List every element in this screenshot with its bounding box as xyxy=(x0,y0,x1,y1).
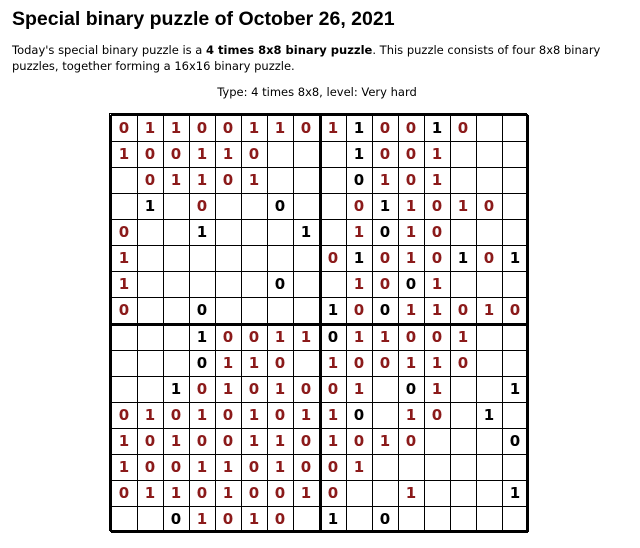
puzzle-cell-empty[interactable] xyxy=(450,376,476,402)
puzzle-cell[interactable]: 0 xyxy=(196,484,208,502)
puzzle-cell-empty[interactable] xyxy=(450,480,476,506)
puzzle-cell[interactable]: 0 xyxy=(379,119,391,137)
puzzle-cell-empty[interactable] xyxy=(137,324,163,350)
puzzle-cell[interactable]: 1 xyxy=(353,119,365,137)
puzzle-cell[interactable]: 1 xyxy=(327,432,339,450)
puzzle-cell-empty[interactable] xyxy=(137,350,163,376)
puzzle-cell[interactable]: 0 xyxy=(431,197,443,215)
puzzle-cell[interactable]: 1 xyxy=(144,119,156,137)
puzzle-cell[interactable]: 1 xyxy=(379,171,391,189)
puzzle-cell-empty[interactable] xyxy=(137,506,163,532)
puzzle-cell[interactable]: 1 xyxy=(300,223,312,241)
puzzle-cell[interactable]: 0 xyxy=(274,197,286,215)
puzzle-cell[interactable]: 1 xyxy=(353,249,365,267)
puzzle-cell[interactable]: 1 xyxy=(222,458,234,476)
puzzle-cell[interactable]: 1 xyxy=(144,197,156,215)
puzzle-cell[interactable]: 1 xyxy=(118,249,130,267)
puzzle-cell[interactable]: 0 xyxy=(170,510,182,528)
puzzle-cell[interactable]: 1 xyxy=(222,484,234,502)
puzzle-cell-empty[interactable] xyxy=(267,167,293,193)
puzzle-cell-empty[interactable] xyxy=(398,454,424,480)
puzzle-cell[interactable]: 0 xyxy=(222,510,234,528)
puzzle-cell[interactable]: 1 xyxy=(196,510,208,528)
puzzle-cell[interactable]: 1 xyxy=(405,301,417,319)
puzzle-cell-empty[interactable] xyxy=(241,297,267,323)
puzzle-cell[interactable]: 1 xyxy=(170,119,182,137)
puzzle-cell-empty[interactable] xyxy=(476,219,502,245)
puzzle-cell-empty[interactable] xyxy=(267,245,293,271)
puzzle-cell[interactable]: 0 xyxy=(483,197,495,215)
puzzle-cell[interactable]: 0 xyxy=(353,406,365,424)
puzzle-cell[interactable]: 0 xyxy=(274,484,286,502)
puzzle-cell[interactable]: 0 xyxy=(405,275,417,293)
puzzle-cell-empty[interactable] xyxy=(450,219,476,245)
puzzle-cell[interactable]: 0 xyxy=(457,354,469,372)
puzzle-cell[interactable]: 1 xyxy=(353,380,365,398)
puzzle-cell[interactable]: 0 xyxy=(248,458,260,476)
puzzle-cell-empty[interactable] xyxy=(163,245,189,271)
puzzle-cell[interactable]: 1 xyxy=(431,380,443,398)
puzzle-cell-empty[interactable] xyxy=(372,480,398,506)
puzzle-cell-empty[interactable] xyxy=(293,141,319,167)
puzzle-cell-empty[interactable] xyxy=(189,271,215,297)
puzzle-cell[interactable]: 0 xyxy=(248,328,260,346)
puzzle-cell-empty[interactable] xyxy=(163,324,189,350)
puzzle-cell-empty[interactable] xyxy=(476,454,502,480)
puzzle-cell-empty[interactable] xyxy=(320,141,346,167)
puzzle-cell[interactable]: 1 xyxy=(248,510,260,528)
puzzle-cell[interactable]: 0 xyxy=(457,119,469,137)
puzzle-cell-empty[interactable] xyxy=(450,506,476,532)
puzzle-cell[interactable]: 0 xyxy=(353,171,365,189)
puzzle-cell[interactable]: 1 xyxy=(327,119,339,137)
puzzle-cell[interactable]: 1 xyxy=(379,197,391,215)
puzzle-cell-empty[interactable] xyxy=(111,324,137,350)
puzzle-cell[interactable]: 0 xyxy=(196,197,208,215)
puzzle-cell[interactable]: 0 xyxy=(405,119,417,137)
puzzle-cell-empty[interactable] xyxy=(293,271,319,297)
puzzle-cell-empty[interactable] xyxy=(372,454,398,480)
puzzle-cell[interactable]: 1 xyxy=(300,406,312,424)
puzzle-cell-empty[interactable] xyxy=(293,297,319,323)
puzzle-cell[interactable]: 0 xyxy=(144,171,156,189)
puzzle-cell[interactable]: 0 xyxy=(509,432,521,450)
puzzle-cell[interactable]: 1 xyxy=(405,223,417,241)
puzzle-cell-empty[interactable] xyxy=(320,271,346,297)
puzzle-cell[interactable]: 0 xyxy=(196,119,208,137)
puzzle-cell[interactable]: 0 xyxy=(274,406,286,424)
puzzle-cell[interactable]: 0 xyxy=(274,510,286,528)
puzzle-cell[interactable]: 1 xyxy=(118,275,130,293)
puzzle-cell-empty[interactable] xyxy=(293,350,319,376)
puzzle-cell[interactable]: 1 xyxy=(327,406,339,424)
puzzle-cell[interactable]: 0 xyxy=(379,145,391,163)
puzzle-cell[interactable]: 1 xyxy=(405,354,417,372)
puzzle-cell[interactable]: 0 xyxy=(222,119,234,137)
puzzle-cell[interactable]: 1 xyxy=(353,223,365,241)
puzzle-cell-empty[interactable] xyxy=(424,428,450,454)
puzzle-cell[interactable]: 0 xyxy=(118,484,130,502)
puzzle-cell[interactable]: 1 xyxy=(353,328,365,346)
puzzle-cell[interactable]: 0 xyxy=(379,354,391,372)
puzzle-cell-empty[interactable] xyxy=(293,506,319,532)
puzzle-cell-empty[interactable] xyxy=(215,193,241,219)
puzzle-cell[interactable]: 1 xyxy=(327,301,339,319)
puzzle-cell-empty[interactable] xyxy=(346,480,372,506)
puzzle-cell[interactable]: 0 xyxy=(405,432,417,450)
puzzle-cell[interactable]: 0 xyxy=(379,249,391,267)
puzzle-cell[interactable]: 0 xyxy=(353,197,365,215)
puzzle-cell-empty[interactable] xyxy=(320,219,346,245)
puzzle-cell[interactable]: 1 xyxy=(248,354,260,372)
puzzle-cell-empty[interactable] xyxy=(502,167,528,193)
puzzle-cell[interactable]: 0 xyxy=(457,301,469,319)
puzzle-cell-empty[interactable] xyxy=(215,271,241,297)
puzzle-cell-empty[interactable] xyxy=(111,167,137,193)
puzzle-cell[interactable]: 1 xyxy=(222,145,234,163)
intro-text-start: Today's special binary puzzle is a xyxy=(12,43,207,57)
puzzle-cell[interactable]: 1 xyxy=(431,301,443,319)
puzzle-cell[interactable]: 0 xyxy=(405,380,417,398)
puzzle-cell[interactable]: 1 xyxy=(118,458,130,476)
puzzle-cell[interactable]: 1 xyxy=(431,354,443,372)
puzzle-cell-empty[interactable] xyxy=(502,402,528,428)
puzzle-cell-empty[interactable] xyxy=(476,376,502,402)
puzzle-cell[interactable]: 1 xyxy=(274,380,286,398)
puzzle-cell[interactable]: 0 xyxy=(379,510,391,528)
puzzle-cell-empty[interactable] xyxy=(502,454,528,480)
puzzle-cell[interactable]: 0 xyxy=(196,301,208,319)
puzzle-cell[interactable]: 0 xyxy=(118,119,130,137)
puzzle-cell-empty[interactable] xyxy=(163,350,189,376)
puzzle-cell-empty[interactable] xyxy=(215,219,241,245)
puzzle-cell[interactable]: 0 xyxy=(300,432,312,450)
puzzle-cell[interactable]: 0 xyxy=(170,458,182,476)
puzzle-cell-empty[interactable] xyxy=(502,324,528,350)
puzzle-cell[interactable]: 0 xyxy=(405,145,417,163)
puzzle-cell[interactable]: 1 xyxy=(457,249,469,267)
puzzle-cell[interactable]: 0 xyxy=(196,380,208,398)
puzzle-cell[interactable]: 0 xyxy=(196,432,208,450)
puzzle-cell[interactable]: 1 xyxy=(196,171,208,189)
puzzle-cell-empty[interactable] xyxy=(215,297,241,323)
puzzle-cell[interactable]: 1 xyxy=(196,328,208,346)
puzzle-cell-empty[interactable] xyxy=(450,141,476,167)
puzzle-cell[interactable]: 0 xyxy=(170,406,182,424)
puzzle-cell-empty[interactable] xyxy=(502,350,528,376)
puzzle-cell[interactable]: 1 xyxy=(431,145,443,163)
puzzle-cell[interactable]: 0 xyxy=(196,354,208,372)
puzzle-cell-empty[interactable] xyxy=(502,115,528,141)
puzzle-cell-empty[interactable] xyxy=(137,245,163,271)
puzzle-cell-empty[interactable] xyxy=(241,219,267,245)
puzzle-cell-empty[interactable] xyxy=(476,115,502,141)
puzzle-cell-empty[interactable] xyxy=(320,167,346,193)
puzzle-cell-empty[interactable] xyxy=(424,480,450,506)
puzzle-cell-empty[interactable] xyxy=(346,506,372,532)
puzzle-cell[interactable]: 0 xyxy=(405,328,417,346)
puzzle-cell[interactable]: 1 xyxy=(196,223,208,241)
puzzle-cell[interactable]: 1 xyxy=(196,145,208,163)
puzzle-cell-empty[interactable] xyxy=(424,454,450,480)
puzzle-cell[interactable]: 1 xyxy=(509,249,521,267)
puzzle-cell[interactable]: 1 xyxy=(274,432,286,450)
puzzle-cell-empty[interactable] xyxy=(502,219,528,245)
puzzle-cell[interactable]: 1 xyxy=(196,406,208,424)
puzzle-cell[interactable]: 0 xyxy=(353,301,365,319)
puzzle-cell[interactable]: 1 xyxy=(457,328,469,346)
puzzle-cell-empty[interactable] xyxy=(137,271,163,297)
puzzle-cell-empty[interactable] xyxy=(215,245,241,271)
puzzle-cell-empty[interactable] xyxy=(241,193,267,219)
puzzle-cell-empty[interactable] xyxy=(502,193,528,219)
puzzle-cell[interactable]: 1 xyxy=(274,119,286,137)
puzzle-cell[interactable]: 1 xyxy=(300,328,312,346)
puzzle-cell-empty[interactable] xyxy=(450,167,476,193)
puzzle-cell[interactable]: 0 xyxy=(300,119,312,137)
puzzle-cell[interactable]: 0 xyxy=(405,171,417,189)
puzzle-cell-empty[interactable] xyxy=(111,506,137,532)
puzzle-cell[interactable]: 0 xyxy=(274,354,286,372)
puzzle-cell[interactable]: 1 xyxy=(431,275,443,293)
puzzle-cell-empty[interactable] xyxy=(163,297,189,323)
puzzle-cell[interactable]: 1 xyxy=(405,249,417,267)
puzzle-cell[interactable]: 0 xyxy=(144,458,156,476)
puzzle-cell-empty[interactable] xyxy=(476,506,502,532)
puzzle-cell[interactable]: 0 xyxy=(431,406,443,424)
puzzle-cell-empty[interactable] xyxy=(189,245,215,271)
puzzle-cell-empty[interactable] xyxy=(502,506,528,532)
puzzle-cell-empty[interactable] xyxy=(111,193,137,219)
puzzle-cell[interactable]: 1 xyxy=(300,484,312,502)
puzzle-cell[interactable]: 0 xyxy=(509,301,521,319)
puzzle-cell[interactable]: 0 xyxy=(483,249,495,267)
puzzle-cell[interactable]: 1 xyxy=(405,406,417,424)
intro-text-end: . This puzzle consists of four 8x8 binary puzzles, together forming a 16x16 binary puzzle. xyxy=(12,43,601,73)
puzzle-cell-empty[interactable] xyxy=(267,219,293,245)
puzzle-cell-empty[interactable] xyxy=(267,297,293,323)
puzzle-cell-empty[interactable] xyxy=(476,167,502,193)
puzzle-cell[interactable]: 1 xyxy=(457,197,469,215)
puzzle-cell-empty[interactable] xyxy=(398,506,424,532)
puzzle-cell-empty[interactable] xyxy=(293,245,319,271)
puzzle-cell[interactable]: 0 xyxy=(327,249,339,267)
puzzle-cell[interactable]: 1 xyxy=(379,328,391,346)
puzzle-cell[interactable]: 0 xyxy=(327,380,339,398)
puzzle-cell[interactable]: 0 xyxy=(431,223,443,241)
puzzle-cell[interactable]: 1 xyxy=(170,432,182,450)
puzzle-cell[interactable]: 1 xyxy=(405,197,417,215)
puzzle-cell-empty[interactable] xyxy=(163,219,189,245)
puzzle-cell[interactable]: 0 xyxy=(248,145,260,163)
puzzle-cell-empty[interactable] xyxy=(293,193,319,219)
puzzle-cell[interactable]: 1 xyxy=(144,406,156,424)
puzzle-cell[interactable]: 0 xyxy=(118,406,130,424)
puzzle-cell[interactable]: 1 xyxy=(431,119,443,137)
puzzle-cell[interactable]: 0 xyxy=(300,380,312,398)
puzzle-cell-empty[interactable] xyxy=(476,428,502,454)
puzzle-cell[interactable]: 0 xyxy=(353,354,365,372)
puzzle-cell[interactable]: 1 xyxy=(274,328,286,346)
puzzle-cell[interactable]: 1 xyxy=(118,432,130,450)
puzzle-cell[interactable]: 0 xyxy=(274,275,286,293)
puzzle-cell[interactable]: 1 xyxy=(144,484,156,502)
puzzle-cell[interactable]: 1 xyxy=(483,301,495,319)
puzzle-cell[interactable]: 1 xyxy=(405,484,417,502)
puzzle-cell-empty[interactable] xyxy=(320,193,346,219)
puzzle-cell[interactable]: 0 xyxy=(327,328,339,346)
puzzle-cell-empty[interactable] xyxy=(476,324,502,350)
puzzle-cell-empty[interactable] xyxy=(111,350,137,376)
puzzle-cell-empty[interactable] xyxy=(137,219,163,245)
puzzle-cell[interactable]: 1 xyxy=(353,458,365,476)
puzzle-cell[interactable]: 0 xyxy=(222,406,234,424)
puzzle-type-level: Type: 4 times 8x8, level: Very hard xyxy=(217,85,417,99)
puzzle-cell-empty[interactable] xyxy=(476,141,502,167)
puzzle-cell[interactable]: 1 xyxy=(170,380,182,398)
puzzle-cell-empty[interactable] xyxy=(476,480,502,506)
puzzle-cell[interactable]: 1 xyxy=(248,432,260,450)
puzzle-cell[interactable]: 0 xyxy=(327,458,339,476)
puzzle-cell[interactable]: 1 xyxy=(431,171,443,189)
puzzle-cell[interactable]: 1 xyxy=(248,171,260,189)
puzzle-cell-empty[interactable] xyxy=(111,376,137,402)
puzzle-cell-empty[interactable] xyxy=(502,141,528,167)
puzzle-cell-empty[interactable] xyxy=(372,376,398,402)
puzzle-cell[interactable]: 1 xyxy=(327,510,339,528)
puzzle-cell[interactable]: 0 xyxy=(327,484,339,502)
puzzle-cell[interactable]: 1 xyxy=(509,380,521,398)
puzzle-description xyxy=(12,42,632,74)
puzzle-cell-empty[interactable] xyxy=(163,271,189,297)
page-title: Special binary puzzle of October 26, 2021 xyxy=(12,8,395,30)
puzzle-cell-empty[interactable] xyxy=(241,271,267,297)
binary-puzzle-board xyxy=(109,113,527,531)
puzzle-cell[interactable]: 1 xyxy=(274,458,286,476)
puzzle-cell-empty[interactable] xyxy=(267,141,293,167)
puzzle-cell[interactable]: 0 xyxy=(222,171,234,189)
puzzle-cell-empty[interactable] xyxy=(163,193,189,219)
puzzle-cell[interactable]: 1 xyxy=(170,484,182,502)
puzzle-cell[interactable]: 0 xyxy=(353,432,365,450)
puzzle-cell[interactable]: 0 xyxy=(300,458,312,476)
puzzle-cell-empty[interactable] xyxy=(424,506,450,532)
puzzle-cell-empty[interactable] xyxy=(450,271,476,297)
puzzle-cell[interactable]: 1 xyxy=(248,406,260,424)
puzzle-cell[interactable]: 0 xyxy=(144,432,156,450)
puzzle-cell[interactable]: 1 xyxy=(353,145,365,163)
puzzle-cell[interactable]: 0 xyxy=(248,380,260,398)
puzzle-cell-empty[interactable] xyxy=(372,402,398,428)
puzzle-cell[interactable]: 0 xyxy=(431,328,443,346)
puzzle-cell[interactable]: 1 xyxy=(196,458,208,476)
puzzle-cell[interactable]: 0 xyxy=(222,328,234,346)
puzzle-cell[interactable]: 0 xyxy=(379,275,391,293)
puzzle-cell[interactable]: 0 xyxy=(379,301,391,319)
puzzle-cell[interactable]: 0 xyxy=(222,432,234,450)
puzzle-cell-empty[interactable] xyxy=(137,376,163,402)
puzzle-cell[interactable]: 1 xyxy=(118,145,130,163)
puzzle-cell[interactable]: 1 xyxy=(353,275,365,293)
puzzle-type-highlight: 4 times 8x8 binary puzzle xyxy=(206,43,373,57)
puzzle-cell-empty[interactable] xyxy=(502,271,528,297)
puzzle-cell-empty[interactable] xyxy=(137,297,163,323)
puzzle-cell[interactable]: 1 xyxy=(327,354,339,372)
puzzle-cell[interactable]: 1 xyxy=(509,484,521,502)
puzzle-cell-empty[interactable] xyxy=(241,245,267,271)
puzzle-cell[interactable]: 0 xyxy=(118,301,130,319)
puzzle-cell-empty[interactable] xyxy=(450,402,476,428)
puzzle-cell-empty[interactable] xyxy=(476,350,502,376)
puzzle-cell[interactable]: 0 xyxy=(144,145,156,163)
puzzle-cell[interactable]: 1 xyxy=(222,354,234,372)
puzzle-cell[interactable]: 1 xyxy=(248,119,260,137)
puzzle-cell[interactable]: 0 xyxy=(170,145,182,163)
puzzle-cell[interactable]: 0 xyxy=(379,223,391,241)
puzzle-cell[interactable]: 0 xyxy=(431,249,443,267)
puzzle-cell[interactable]: 1 xyxy=(222,380,234,398)
puzzle-cell[interactable]: 1 xyxy=(379,432,391,450)
puzzle-cell-empty[interactable] xyxy=(476,271,502,297)
puzzle-cell[interactable]: 1 xyxy=(483,406,495,424)
puzzle-cell[interactable]: 1 xyxy=(170,171,182,189)
puzzle-cell-empty[interactable] xyxy=(450,454,476,480)
puzzle-cell-empty[interactable] xyxy=(450,428,476,454)
puzzle-cell[interactable]: 0 xyxy=(118,223,130,241)
puzzle-cell[interactable]: 0 xyxy=(248,484,260,502)
puzzle-cell-empty[interactable] xyxy=(293,167,319,193)
